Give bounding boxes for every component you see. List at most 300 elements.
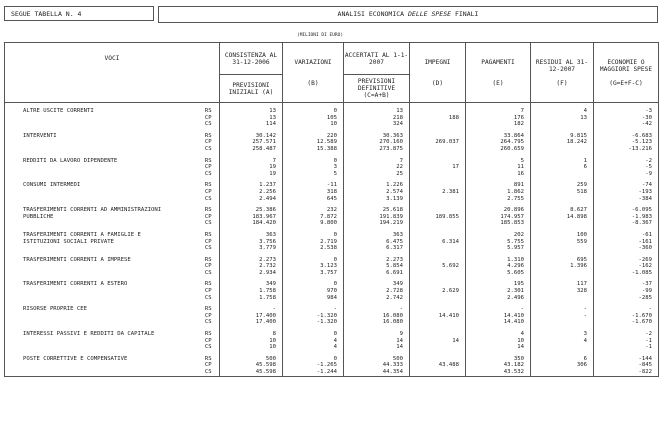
value-c: 324 — [344, 121, 410, 128]
value-e: 176 — [466, 115, 531, 122]
table-row — [5, 146, 659, 153]
value-a: 349 — [220, 281, 283, 288]
voce-label — [5, 313, 198, 320]
value-f: 6 — [531, 356, 594, 363]
value-c: 2.742 — [344, 295, 410, 302]
value-g: -61 — [594, 232, 659, 239]
value-f: 1 — [531, 158, 594, 165]
value-b: 645 — [283, 196, 344, 203]
value-g: -9 — [594, 171, 659, 178]
value-f: 18.242 — [531, 139, 594, 146]
voce-label — [5, 245, 198, 252]
value-e: 182 — [466, 121, 531, 128]
value-f: 4 — [531, 108, 594, 115]
value-d — [410, 232, 466, 239]
value-f — [531, 295, 594, 302]
table-row — [5, 164, 659, 171]
voce-label — [5, 319, 198, 326]
value-g: -6.095 — [594, 207, 659, 214]
pagamenti-sub: (E) — [492, 79, 504, 87]
value-a: 7 — [220, 158, 283, 165]
value-d — [410, 171, 466, 178]
value-a: 114 — [220, 121, 283, 128]
value-c: 2.728 — [344, 288, 410, 295]
row-code: CP — [204, 362, 212, 369]
value-b: 0 — [283, 331, 344, 338]
table-row — [5, 214, 659, 221]
row-code: RS — [204, 108, 212, 114]
voce-label — [5, 115, 198, 122]
row-code: CP — [204, 139, 212, 146]
value-f: 4 — [531, 338, 594, 345]
value-a: 10 — [220, 338, 283, 345]
value-c: 22 — [344, 164, 410, 171]
value-a: 19 — [220, 171, 283, 178]
pagamenti-label: PAGAMENTI — [481, 58, 515, 66]
value-g: -1 — [594, 338, 659, 345]
value-a: 45.598 — [220, 362, 283, 369]
table-row — [5, 232, 659, 239]
economie-label: ECONOMIE O MAGGIORI SPESE — [599, 58, 653, 73]
value-c: 363 — [344, 232, 410, 239]
variazioni-label: VARIAZIONI — [294, 58, 332, 66]
value-d — [410, 220, 466, 227]
value-c: 16.080 — [344, 313, 410, 320]
value-g: -285 — [594, 295, 659, 302]
table-reference — [4, 6, 154, 21]
voce-label — [5, 288, 198, 295]
value-g: -822 — [594, 369, 659, 376]
value-d — [410, 196, 466, 203]
title-end-part: FINALI — [451, 10, 479, 18]
row-code: CP — [204, 213, 212, 220]
value-d: 2.381 — [410, 189, 466, 196]
value-g: -1.085 — [594, 270, 659, 277]
value-e: 4.296 — [466, 263, 531, 270]
value-g: -74 — [594, 182, 659, 189]
value-a: 17.400 — [220, 319, 283, 326]
value-d: 43.488 — [410, 362, 466, 369]
value-e: 5.957 — [466, 245, 531, 252]
value-e: 2.301 — [466, 288, 531, 295]
table-row — [5, 171, 659, 178]
header-impegni — [410, 43, 466, 103]
table-row — [5, 182, 659, 189]
voce-label — [5, 295, 198, 302]
value-d — [410, 281, 466, 288]
table-body — [5, 103, 659, 377]
value-e: 202 — [466, 232, 531, 239]
value-d — [410, 344, 466, 351]
value-b: -1.265 — [283, 362, 344, 369]
table-row — [5, 239, 659, 246]
value-b: 0 — [283, 257, 344, 264]
value-e: 2.755 — [466, 196, 531, 203]
impegni-sub: (D) — [431, 79, 444, 87]
value-e: 5 — [466, 158, 531, 165]
value-f — [531, 344, 594, 351]
value-d — [410, 257, 466, 264]
value-c: 2.574 — [344, 189, 410, 196]
table-row — [5, 263, 659, 270]
row-code: CS — [198, 369, 220, 376]
spese-table — [4, 42, 659, 377]
value-b: 3.123 — [283, 263, 344, 270]
table-row — [5, 331, 659, 338]
voce-label: TRASFERIMENTI CORRENTI AD AMMINISTRAZIONI — [5, 207, 198, 214]
value-c: 6.475 — [344, 239, 410, 246]
value-a: 363 — [220, 232, 283, 239]
value-d: 14 — [410, 338, 466, 345]
value-b: 232 — [283, 207, 344, 214]
table-row — [5, 207, 659, 214]
value-d: 17 — [410, 164, 466, 171]
value-f: 117 — [531, 281, 594, 288]
value-f: 259 — [531, 182, 594, 189]
value-c: 349 — [344, 281, 410, 288]
table-row — [5, 189, 659, 196]
value-a: 2.732 — [220, 263, 283, 270]
header-voci: VOCI — [5, 43, 220, 103]
value-f: 13 — [531, 115, 594, 122]
header-economie — [594, 43, 659, 103]
value-c: 2.273 — [344, 257, 410, 264]
value-f: 100 — [531, 232, 594, 239]
table-row — [5, 115, 659, 122]
value-d — [410, 356, 466, 363]
value-d: 2.629 — [410, 288, 466, 295]
value-f: 3 — [531, 331, 594, 338]
voce-label: RISORSE PROPRIE CEE — [5, 306, 198, 313]
voce-label: ALTRE USCITE CORRENTI — [5, 108, 198, 115]
voce-label — [5, 338, 198, 345]
value-b: 984 — [283, 295, 344, 302]
table-row — [5, 158, 659, 165]
value-e: 264.795 — [466, 139, 531, 146]
value-c: 7 — [344, 158, 410, 165]
value-f: 306 — [531, 362, 594, 369]
value-f — [531, 270, 594, 277]
row-code: CP — [204, 337, 212, 344]
value-e: 7 — [466, 108, 531, 115]
value-c: 3.139 — [344, 196, 410, 203]
row-code: CP — [204, 164, 212, 171]
value-c: 44.333 — [344, 362, 410, 369]
value-b: 12.589 — [283, 139, 344, 146]
value-c: 500 — [344, 356, 410, 363]
value-d — [410, 133, 466, 140]
value-e: 1.310 — [466, 257, 531, 264]
value-g: -42 — [594, 121, 659, 128]
voce-label: REDDITI DA LAVORO DIPENDENTE — [5, 158, 198, 165]
value-a: 45.598 — [220, 369, 283, 376]
title-part: ANALISI ECONOMICA — [337, 10, 408, 18]
value-a: 2.494 — [220, 196, 283, 203]
value-b: -11 — [283, 182, 344, 189]
value-f: - — [531, 313, 594, 320]
table-row — [5, 108, 659, 115]
value-c: - — [344, 306, 410, 313]
value-g: -161 — [594, 239, 659, 246]
value-a: 25.386 — [220, 207, 283, 214]
value-g: -8.367 — [594, 220, 659, 227]
value-d — [410, 245, 466, 252]
value-a: 1.758 — [220, 295, 283, 302]
row-code: RS — [204, 157, 212, 164]
value-a: 2.256 — [220, 189, 283, 196]
value-e: 2.496 — [466, 295, 531, 302]
value-e: 4 — [466, 331, 531, 338]
value-a: 19 — [220, 164, 283, 171]
value-d — [410, 306, 466, 313]
title-italic-part: DELLE SPESE — [408, 10, 452, 18]
value-b: -1.320 — [283, 313, 344, 320]
value-d — [410, 319, 466, 326]
row-code: RS — [204, 256, 212, 263]
voce-label: POSTE CORRETTIVE E COMPENSATIVE — [5, 356, 198, 363]
value-d — [410, 108, 466, 115]
header-previsioni-iniziali: PREVISIONI INIZIALI (A) — [220, 75, 283, 103]
value-c: 5.854 — [344, 263, 410, 270]
value-b: 0 — [283, 232, 344, 239]
value-b: -1.244 — [283, 369, 344, 376]
voce-label: CONSUMI INTERMEDI — [5, 182, 198, 189]
value-b: 4 — [283, 338, 344, 345]
value-g: -5 — [594, 164, 659, 171]
row-code: RS — [204, 355, 212, 362]
value-b: -1.320 — [283, 319, 344, 326]
value-e: 260.659 — [466, 146, 531, 153]
value-e: 33.864 — [466, 133, 531, 140]
voce-label — [5, 189, 198, 196]
value-c: 13 — [344, 108, 410, 115]
value-g: -99 — [594, 288, 659, 295]
value-d — [410, 158, 466, 165]
row-code: RS — [204, 306, 212, 313]
value-g: -5.123 — [594, 139, 659, 146]
row-code: CS — [204, 195, 212, 202]
value-a: 184.420 — [220, 220, 283, 227]
table-row — [5, 369, 659, 376]
value-f — [531, 171, 594, 178]
table-row — [5, 139, 659, 146]
value-c: 44.354 — [344, 369, 410, 376]
impegni-label: IMPEGNI — [424, 58, 451, 66]
value-c: 25 — [344, 171, 410, 178]
value-e: - — [466, 306, 531, 313]
value-d — [410, 121, 466, 128]
value-c: 273.875 — [344, 146, 410, 153]
value-e: 16 — [466, 171, 531, 178]
value-f — [531, 196, 594, 203]
header-consistenza: CONSISTENZA AL 31-12-2006 — [220, 43, 283, 75]
voce-label: TRASFERIMENTI CORRENTI A IMPRESE — [5, 257, 198, 264]
value-a: 1.237 — [220, 182, 283, 189]
row-code: CS — [204, 344, 212, 351]
value-g: -13.216 — [594, 146, 659, 153]
value-c: 194.219 — [344, 220, 410, 227]
value-b: 220 — [283, 133, 344, 140]
value-c: 6.691 — [344, 270, 410, 277]
value-e: 891 — [466, 182, 531, 189]
table-row — [5, 288, 659, 295]
value-b: 4 — [283, 344, 344, 351]
value-f: 14.898 — [531, 214, 594, 221]
row-code: CS — [204, 269, 212, 276]
table-row — [5, 319, 659, 326]
value-c: 30.363 — [344, 133, 410, 140]
value-g: -3 — [594, 108, 659, 115]
value-d: 6.314 — [410, 239, 466, 246]
row-code: RS — [204, 331, 212, 338]
table-row — [5, 245, 659, 252]
value-g: -2 — [594, 158, 659, 165]
voce-label — [5, 270, 198, 277]
value-c: 25.618 — [344, 207, 410, 214]
value-c: 14 — [344, 344, 410, 351]
value-e: 195 — [466, 281, 531, 288]
row-code: RS — [204, 182, 212, 189]
value-d — [410, 146, 466, 153]
value-f: - — [531, 306, 594, 313]
value-f — [531, 319, 594, 326]
value-b: 105 — [283, 115, 344, 122]
row-code: CS — [204, 319, 212, 326]
value-b: 15.388 — [283, 146, 344, 153]
value-g: -2 — [594, 331, 659, 338]
table-row — [5, 133, 659, 140]
value-c: 14 — [344, 338, 410, 345]
value-a: 257.571 — [220, 139, 283, 146]
row-code: CP — [204, 263, 212, 270]
header-variazioni — [283, 43, 344, 103]
voce-label — [5, 139, 198, 146]
value-g: -360 — [594, 245, 659, 252]
row-code: CS — [204, 220, 212, 227]
voce-label: INTERVENTI — [5, 133, 198, 140]
value-f: 9.815 — [531, 133, 594, 140]
table-row — [5, 257, 659, 264]
variazioni-sub: (B) — [307, 79, 319, 87]
value-b: 0 — [283, 356, 344, 363]
value-a: 1.758 — [220, 288, 283, 295]
row-code: CP — [204, 114, 212, 121]
value-f — [531, 220, 594, 227]
value-c: 218 — [344, 115, 410, 122]
value-g: - — [594, 306, 659, 313]
voce-label — [5, 171, 198, 178]
value-g: -1.670 — [594, 319, 659, 326]
voce-label — [5, 220, 198, 227]
value-f: 1.396 — [531, 263, 594, 270]
value-b: 0 — [283, 108, 344, 115]
value-a: 183.967 — [220, 214, 283, 221]
voce-label — [5, 369, 198, 376]
value-d — [410, 331, 466, 338]
value-d — [410, 295, 466, 302]
value-d: 189.855 — [410, 214, 466, 221]
value-c: 9 — [344, 331, 410, 338]
value-f: 559 — [531, 239, 594, 246]
value-e: 5.605 — [466, 270, 531, 277]
value-a: 3.779 — [220, 245, 283, 252]
value-a: 500 — [220, 356, 283, 363]
value-b: 3 — [283, 164, 344, 171]
value-d — [410, 182, 466, 189]
value-a: 30.142 — [220, 133, 283, 140]
table-title — [158, 6, 658, 23]
value-g: -30 — [594, 115, 659, 122]
voce-label: INTERESSI PASSIVI E REDDITI DA CAPITALE — [5, 331, 198, 338]
value-e: 5.755 — [466, 239, 531, 246]
value-d: 188 — [410, 115, 466, 122]
residui-sub: (F) — [556, 79, 568, 87]
table-row — [5, 356, 659, 363]
value-e: 43.532 — [466, 369, 531, 376]
voce-label — [5, 362, 198, 369]
value-b: 2.719 — [283, 239, 344, 246]
row-code: CS — [204, 245, 212, 252]
value-a: 258.487 — [220, 146, 283, 153]
value-b: 970 — [283, 288, 344, 295]
value-a: 13 — [220, 108, 283, 115]
value-a: 2.934 — [220, 270, 283, 277]
value-c: 16.080 — [344, 319, 410, 326]
row-code: RS — [204, 231, 212, 238]
residui-label: RESIDUI AL 31-12-2007 — [535, 58, 589, 73]
value-a: 3.756 — [220, 239, 283, 246]
row-code: RS — [204, 281, 212, 288]
value-e: 1.862 — [466, 189, 531, 196]
value-b: 2.538 — [283, 245, 344, 252]
voce-label: ISTITUZIONI SOCIALI PRIVATE — [5, 239, 198, 246]
table-row — [5, 270, 659, 277]
voce-label — [5, 263, 198, 270]
value-b: 318 — [283, 189, 344, 196]
value-c: 1.226 — [344, 182, 410, 189]
value-d: 5.692 — [410, 263, 466, 270]
value-g: -162 — [594, 263, 659, 270]
value-a: - — [220, 306, 283, 313]
value-f: 518 — [531, 189, 594, 196]
value-d — [410, 207, 466, 214]
value-a: 2.273 — [220, 257, 283, 264]
row-code: RS — [204, 132, 212, 139]
value-f: 8.627 — [531, 207, 594, 214]
value-b: 0 — [283, 281, 344, 288]
value-f — [531, 245, 594, 252]
economie-sub: (G=E+F-C) — [609, 79, 643, 87]
value-e: 11 — [466, 164, 531, 171]
value-b: - — [283, 306, 344, 313]
value-b: 3.757 — [283, 270, 344, 277]
table-row — [5, 306, 659, 313]
value-g: -1.983 — [594, 214, 659, 221]
table-row — [5, 338, 659, 345]
voce-label — [5, 121, 198, 128]
value-a: 10 — [220, 344, 283, 351]
value-f — [531, 146, 594, 153]
value-a: 8 — [220, 331, 283, 338]
value-d — [410, 270, 466, 277]
value-b: 10 — [283, 121, 344, 128]
voce-label: TRASFERIMENTI CORRENTI A FAMIGLIE E — [5, 232, 198, 239]
header-pagamenti — [466, 43, 531, 103]
row-code: CP — [204, 288, 212, 295]
value-e: 350 — [466, 356, 531, 363]
value-f: 695 — [531, 257, 594, 264]
header-residui — [531, 43, 594, 103]
